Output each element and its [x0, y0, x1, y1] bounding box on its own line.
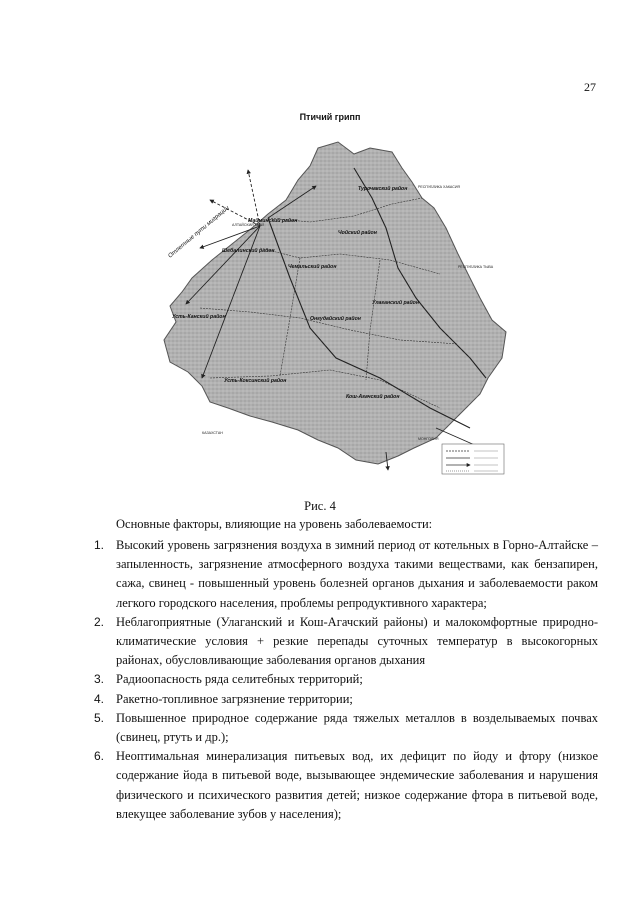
district-label: Усть-Канский район	[172, 314, 226, 320]
list-item: 6. Неоптимальная минерализация питьевых вод, их дефицит по йоду и фтору (низкое содержание йода в питьевой воде, вызывающее эндемические заболевания и нарушения физического и психического развития детей; низкое содержание фтора в питьевой воде, влекущее заболевание зубов у населения);	[94, 749, 598, 821]
district-label: Кош-Агачский район	[346, 394, 400, 400]
border-label: МОНГОЛИЯ	[418, 437, 439, 441]
border-label: РЕСПУБЛИКА ТЫВА	[458, 265, 494, 269]
border-label: АЛТАЙСКИЙ КРАЙ	[232, 223, 264, 227]
region-map	[140, 108, 520, 478]
page-number: 27	[584, 80, 596, 94]
district-label: Турочакский район	[358, 186, 408, 192]
district-label: Усть-Коксинский район	[224, 378, 287, 384]
border-label: КАЗАХСТАН	[202, 431, 223, 435]
map-figure	[140, 108, 520, 478]
district-label: Шебалинский район	[222, 248, 275, 254]
district-label: Онгудайский район	[310, 316, 361, 322]
list-item: 5. Повышенное природное содержание ряда тяжелых металлов в возделываемых почвах (свинец, ртуть и др.);	[94, 710, 598, 745]
region-territory	[164, 142, 506, 464]
border-label: РЕСПУБЛИКА ХАКАСИЯ	[418, 185, 461, 189]
district-label: Майминский район	[248, 218, 298, 224]
migration-route-label: Отлетные пути миграции	[167, 205, 231, 260]
list-item: 4. Ракетно-топливное загрязнение территории;	[94, 691, 353, 706]
list-item: 3. Радиоопасность ряда селитебных территорий;	[94, 672, 363, 687]
list-item: 2. Неблагоприятные (Улаганский и Кош-Агачский районы) и малокомфортные природно-климатические условия + резкие перепады суточных температур в высокогорных районах, обусловливающие заболевания органов дыхания	[94, 614, 598, 668]
district-label: Чойский район	[338, 230, 377, 236]
district-label: Чемальский район	[288, 264, 337, 270]
map-title: Птичий грипп	[299, 112, 361, 122]
factors-list	[94, 536, 598, 824]
figure-caption: Рис. 4	[304, 499, 336, 513]
district-label: Улаганский район	[372, 300, 419, 306]
factors-intro: Основные факторы, влияющие на уровень заболеваемости:	[116, 517, 433, 531]
map-legend	[442, 444, 504, 474]
list-item: 1. Высокий уровень загрязнения воздуха в зимний период от котельных в Горно-Алтайске – запыленность, загрязнение атмосферного воздуха такими веществами, как бензапирен, сажа, свинец - повышенный уровень болезней органов дыхания и заболеваемости раком легкого городского населения, проблемы репродуктивного характера;	[94, 538, 598, 610]
